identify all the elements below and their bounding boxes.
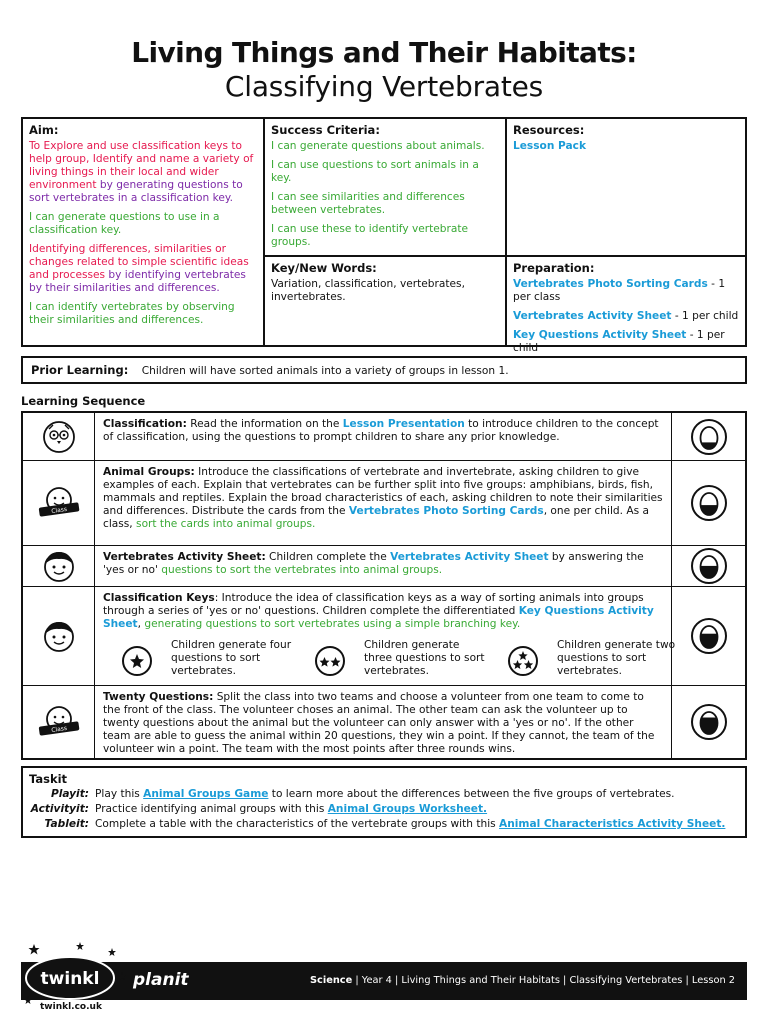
aim-text-1b: by generating questions to sort vertebrates in a classification key. xyxy=(29,179,243,204)
prior-learning-label: Prior Learning: xyxy=(31,363,129,377)
differentiation-group: Children generate three questions to sort vertebrates. xyxy=(314,639,489,681)
taskit-item-tableit: Tableit: Complete a table with the characteristics of the vertebrate groups with this Animal Characteristics Activity Sheet. xyxy=(44,818,726,830)
three-star-icon xyxy=(507,645,539,677)
prep-qty: - 1 per child xyxy=(671,310,739,322)
success-item: I can use these to identify vertebrate groups. xyxy=(271,223,469,248)
sequence-row xyxy=(23,686,745,758)
learning-sequence-table xyxy=(21,411,747,760)
learning-sequence-heading: Learning Sequence xyxy=(21,394,146,408)
aim-label: Aim: xyxy=(29,123,59,137)
prep-qty: - 1 per class xyxy=(513,278,726,303)
two-star-icon xyxy=(314,645,346,677)
sequence-row xyxy=(23,461,745,546)
prior-learning-box xyxy=(21,356,747,384)
photo-sorting-cards-link[interactable]: Vertebrates Photo Sorting Cards xyxy=(348,505,544,517)
taskit-item-activityit: Activityit: Practice identifying animal groups with this Animal Groups Worksheet. xyxy=(30,803,488,815)
resources-cell xyxy=(507,119,745,257)
level-egg-icon xyxy=(672,413,745,460)
footer-bar xyxy=(21,962,747,1000)
footer-meta: Science | Year 4 | Living Things and Their Habitats | Classifying Vertebrates | Lesson 2 xyxy=(309,975,735,986)
whole-class-icon xyxy=(23,461,95,545)
twinkl-url: twinkl.co.uk xyxy=(40,1002,102,1012)
success-item: I can see similarities and differences between vertebrates. xyxy=(271,191,465,216)
sequence-text: Classification Keys: Introduce the idea of classification keys as a way of sorting animals into groups through a series of 'yes or no' questions. Children complete the differentiated Key Questions Activity Sheet, generating questions to sort vertebrates using a simple branching key. Children generate four questions to sort vertebrates. Children generate three questions to sort vertebrates. Children generate two questions to sort vertebrates. xyxy=(95,587,672,685)
key-words-label: Key/New Words: xyxy=(271,261,377,275)
lesson-presentation-link[interactable]: Lesson Presentation xyxy=(342,418,465,430)
prep-link-activity-sheet[interactable]: Vertebrates Activity Sheet xyxy=(513,310,672,322)
child-face-icon xyxy=(23,546,95,586)
aim-text-3: Identifying differences, similarities or changes related to simple scientific ideas and processes xyxy=(29,243,249,281)
differentiation-group: Children generate four questions to sort vertebrates. xyxy=(121,639,296,681)
prior-learning-text: Children will have sorted animals into a variety of groups in lesson 1. xyxy=(141,365,509,377)
taskit-box xyxy=(21,766,747,838)
differentiation-group: Children generate two questions to sort vertebrates. xyxy=(507,639,682,681)
level-egg-icon xyxy=(672,461,745,545)
sequence-text: Twenty Questions: Split the class into two teams and choose a volunteer from one team to come to the front of the class. The volunteer choses an animal. The other team can ask the volunteer up to twenty questions about the animal but the volunteer can only answer with a 'yes or no'. If the other team are able to guess the animal within 20 questions, they win a point. If they cannot, the team of the volunteer win a point. The team with the most points after three rounds wins. xyxy=(95,686,672,758)
key-questions-sheet-link[interactable]: Key Questions Activity Sheet xyxy=(103,605,654,630)
svg-text:Class: Class xyxy=(50,724,68,735)
level-egg-icon xyxy=(672,546,745,586)
animal-characteristics-sheet-link[interactable]: Animal Characteristics Activity Sheet. xyxy=(499,818,726,830)
lesson-overview-grid xyxy=(21,117,747,354)
page-title: Living Things and Their Habitats: xyxy=(131,36,637,69)
success-item: I can generate questions about animals. xyxy=(271,140,485,152)
whole-class-icon xyxy=(23,686,95,758)
taskit-item-playit: Playit: Play this Animal Groups Game to learn more about the differences between the five groups of vertebrates. xyxy=(50,788,675,800)
prep-link-key-questions[interactable]: Key Questions Activity Sheet xyxy=(513,329,687,341)
prep-link-photo-cards[interactable]: Vertebrates Photo Sorting Cards xyxy=(513,278,708,290)
page-subtitle: Classifying Vertebrates xyxy=(224,70,544,103)
sequence-text: Classification: Read the information on the Lesson Presentation to introduce children to the concept of classification, using the questions to prompt children to share any prior knowledge. xyxy=(95,413,672,460)
planit-brand: planit xyxy=(133,970,189,990)
activity-sheet-link[interactable]: Vertebrates Activity Sheet xyxy=(390,551,549,563)
animal-groups-game-link[interactable]: Animal Groups Game xyxy=(143,788,269,800)
key-words-text: Variation, classification, vertebrates, invertebrates. xyxy=(271,278,465,303)
sequence-row xyxy=(23,587,745,686)
aim-text-3b: by identifying vertebrates by their similarities and differences. xyxy=(29,269,246,294)
success-criteria-label: Success Criteria: xyxy=(271,123,380,137)
aim-text-1: To Explore and use classification keys to help group, Identify and name a variety of living things in their local and wider environment xyxy=(29,140,254,191)
success-criteria-cell xyxy=(265,119,507,257)
svg-text:Class: Class xyxy=(50,505,68,516)
sequence-row xyxy=(23,546,745,587)
preparation-label: Preparation: xyxy=(513,261,595,275)
twinkl-wordmark: twinkl xyxy=(40,969,100,989)
child-face-icon xyxy=(23,587,95,685)
resources-label: Resources: xyxy=(513,123,585,137)
key-words-cell xyxy=(265,257,507,345)
prep-qty: - 1 per child xyxy=(513,329,725,354)
aim-cell xyxy=(23,119,265,345)
one-star-icon xyxy=(121,645,153,677)
aim-text-4: I can identify vertebrates by observing their similarities and differences. xyxy=(29,301,235,326)
success-item: I can use questions to sort animals in a key. xyxy=(271,159,479,184)
sequence-text: Vertebrates Activity Sheet: Children complete the Vertebrates Activity Sheet by answering the 'yes or no' questions to sort the vertebrates into animal groups. xyxy=(95,546,672,586)
preparation-cell xyxy=(507,257,745,354)
sequence-text: Animal Groups: Introduce the classifications of vertebrate and invertebrate, asking children to give examples of each. Explain that vertebrates can be further split into five groups: amphibians, birds, fish, mammals and reptiles. Explain the broad characteristics of each, asking children to note their similarities and differences. Distribute the cards from the Vertebrates Photo Sorting Cards, one per child. As a class, sort the cards into animal groups. xyxy=(95,461,672,545)
level-egg-icon xyxy=(672,587,745,685)
taskit-label: Taskit xyxy=(29,772,68,786)
level-egg-icon xyxy=(672,686,745,758)
lesson-pack-link[interactable]: Lesson Pack xyxy=(513,140,587,152)
differentiation-groups xyxy=(103,639,676,681)
owl-teacher-icon xyxy=(23,413,95,460)
sequence-row xyxy=(23,413,745,461)
animal-groups-worksheet-link[interactable]: Animal Groups Worksheet. xyxy=(327,803,488,815)
aim-text-2: I can generate questions to use in a classification key. xyxy=(29,211,220,236)
